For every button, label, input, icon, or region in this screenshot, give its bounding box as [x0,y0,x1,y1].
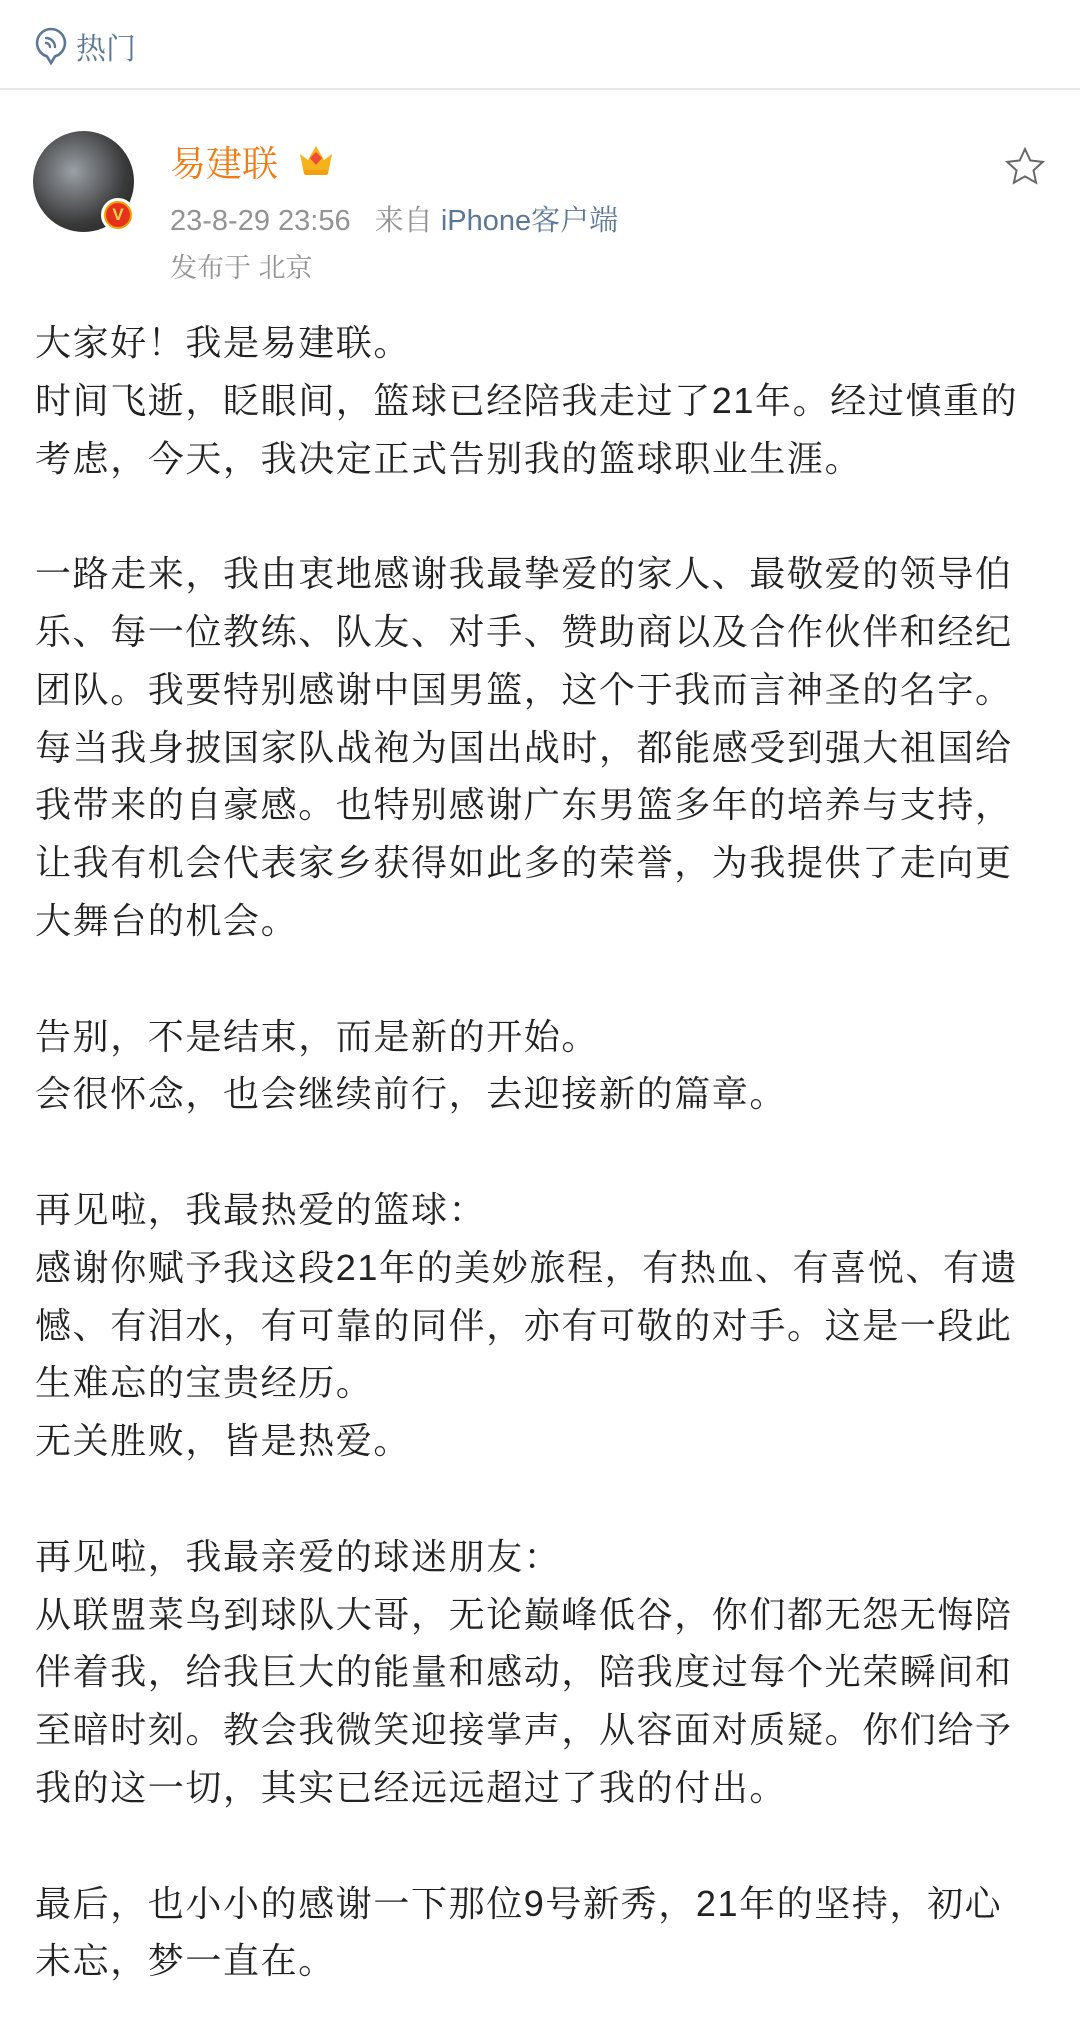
post-body [35,314,1045,1990]
post-text-line: 会很怀念，也会继续前行，去迎接新的篇章。 [35,1073,788,1115]
hot-tab[interactable] [34,24,136,68]
post-text-line: 再见啦，我最亲爱的球迷朋友： [35,1535,562,1577]
hot-label: 热门 [76,33,136,66]
blank-line [35,1817,1045,1875]
post-text-line: 我的这一切，其实已经远远超过了我的付出。 [35,1766,788,1808]
post-text-line: 再见啦，我最热爱的篮球： [35,1188,487,1230]
post-text-line: 每当我身披国家队战袍为国出战时，都能感受到强大祖国给 [35,726,1013,768]
post-text-line: 从联盟菜鸟到球队大哥，无论巅峰低谷，你们都无怨无悔陪 [35,1593,1013,1635]
blank-line [35,950,1045,1008]
blank-line [35,1123,1045,1181]
post-text-line: 乐、每一位教练、队友、对手、赞助商以及合作伙伴和经纪 [35,610,1013,652]
blank-line [35,487,1045,545]
post-text-line: 生难忘的宝贵经历。 [35,1362,374,1404]
post-text-line: 时间飞逝，眨眼间，篮球已经陪我走过了21年。经过慎重的 [35,379,1019,421]
author-name[interactable]: 易建联 [170,143,279,184]
post-text-line: 大家好！我是易建联。 [35,322,412,363]
blank-line [35,1470,1045,1528]
source-prefix: 来自 [374,205,433,237]
top-bar [0,0,1080,90]
location: 发布于 北京 [170,253,313,283]
post-text-line: 憾、有泪水，有可靠的同伴，亦有可敬的对手。这是一段此 [35,1304,1013,1346]
verified-badge-icon: V [101,198,135,232]
post-text-line: 我带来的自豪感。也特别感谢广东男篮多年的培养与支持， [35,784,1013,826]
post-text-line: 让我有机会代表家乡获得如此多的荣誉，为我提供了走向更 [35,842,1013,884]
post-meta [170,198,618,239]
post-text-line: 伴着我，给我巨大的能量和感动，陪我度过每个光荣瞬间和 [35,1651,1013,1693]
post-text-line: 未忘，梦一直在。 [35,1940,336,1982]
post-text-line: 告别，不是结束，而是新的开始。 [35,1015,600,1057]
post-text-line: 最后，也小小的感谢一下那位9号新秀，21年的坚持，初心 [35,1882,1003,1924]
post-text-line: 至暗时刻。教会我微笑迎接掌声，从容面对质疑。你们给予 [35,1709,1013,1751]
post-text-line: 考虑，今天，我决定正式告别我的篮球职业生涯。 [35,437,863,479]
post-text-line: 一路走来，我由衷地感谢我最挚爱的家人、最敬爱的领导伯 [35,553,1013,595]
post-text-line: 大舞台的机会。 [35,899,299,941]
timestamp: 23-8-29 23:56 [170,205,351,237]
post-text-line: 无关胜败，皆是热爱。 [35,1420,412,1462]
favorite-star-icon[interactable] [1003,145,1047,189]
source-link[interactable]: iPhone客户端 [440,205,619,237]
vip-crown-icon [296,140,336,178]
post-text-line: 感谢你赋予我这段21年的美妙旅程，有热血、有喜悦、有遗 [35,1246,1019,1288]
post-text-line: 团队。我要特别感谢中国男篮，这个于我而言神圣的名字。 [35,668,1013,710]
hot-bubble-icon [34,26,68,66]
